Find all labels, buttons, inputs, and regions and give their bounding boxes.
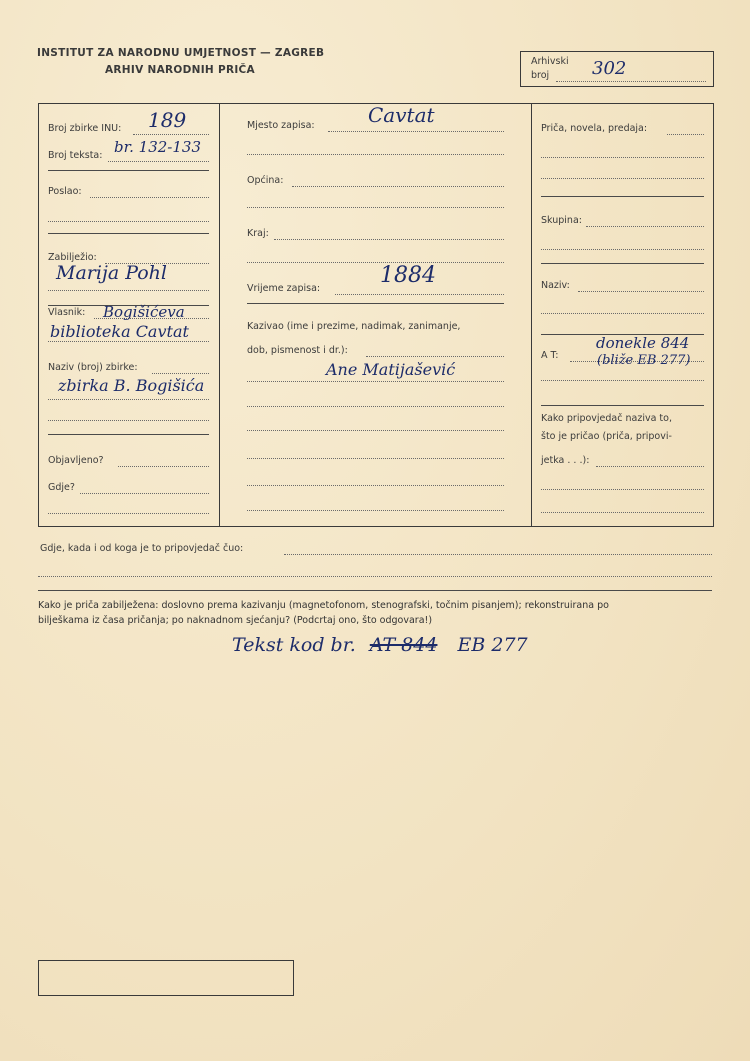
sent-by-line — [90, 197, 209, 198]
where-label: Gdje? — [48, 482, 75, 493]
at-value-2: (bliže EB 277) — [597, 353, 691, 368]
name-label: Naziv: — [541, 280, 570, 291]
text-number-line — [108, 161, 209, 162]
how-recorded-line-1: Kako je priča zabilježena: doslovno prema kazivanju (magnetofonom, stenografski, točnim pisanjem); rekonstruirana po — [38, 600, 609, 611]
left-column-divider — [219, 103, 220, 527]
published-label: Objavljeno? — [48, 455, 104, 466]
at-value-1: donekle 844 — [596, 334, 690, 352]
institute-title: INSTITUT ZA NARODNU UMJETNOST — ZAGREB — [37, 47, 325, 59]
time-label: Vrijeme zapisa: — [247, 283, 321, 294]
region-label: Kraj: — [247, 228, 269, 239]
collection-number-line — [133, 134, 209, 135]
archive-number-label-2: broj — [531, 70, 550, 81]
how-recorded-line-2: bilješkama iz časa pričanja; po naknadnom sjećanju? (Podcrtaj ono, što odgovara!) — [38, 615, 433, 626]
heard-from-label: Gdje, kada i od koga je to pripovjedač čuo: — [40, 543, 244, 554]
at-label: A T: — [541, 350, 559, 361]
narrator-value: Ane Matijašević — [326, 360, 456, 379]
time-value: 1884 — [380, 263, 436, 288]
archive-title: ARHIV NARODNIH PRIČA — [105, 64, 255, 76]
archive-number-line — [556, 81, 706, 82]
narrator-named-3: jetka . . .): — [541, 455, 590, 466]
sent-by-label: Poslao: — [48, 186, 82, 197]
text-number-label: Broj teksta: — [48, 150, 103, 161]
note-prefix: Tekst kod br. — [232, 634, 356, 656]
handwritten-note — [232, 634, 528, 656]
right-column-divider — [531, 103, 532, 527]
narrator-label-2: dob, pismenost i dr.): — [247, 345, 348, 356]
place-value: Cavtat — [368, 103, 435, 127]
owner-value-1: Bogišićeva — [103, 303, 185, 321]
municipality-label: Općina: — [247, 175, 284, 186]
owner-label: Vlasnik: — [48, 307, 86, 318]
note-struck: AT 844 — [369, 634, 438, 656]
narrator-label-1: Kazivao (ime i prezime, nadimak, zanimanje, — [247, 321, 461, 332]
collection-name-label: Naziv (broj) zbirke: — [48, 362, 138, 373]
story-label: Priča, novela, predaja: — [541, 123, 648, 134]
owner-value-2: biblioteka Cavtat — [50, 322, 189, 341]
collection-name-value: zbirka B. Bogišića — [58, 376, 205, 395]
narrator-named-2: što je pričao (priča, pripovi- — [541, 431, 672, 442]
collection-number-value: 189 — [148, 108, 187, 132]
narrator-named-1: Kako pripovjedač naziva to, — [541, 413, 672, 424]
bottom-empty-box — [38, 960, 294, 996]
text-number-value: br. 132-133 — [114, 138, 201, 156]
place-label: Mjesto zapisa: — [247, 120, 315, 131]
recorded-by-label: Zabilježio: — [48, 252, 97, 263]
collection-number-label: Broj zbirke INU: — [48, 123, 122, 134]
archive-number-value: 302 — [592, 58, 627, 79]
archive-number-label-1: Arhivski — [531, 56, 569, 67]
note-suffix: EB 277 — [457, 634, 528, 656]
group-label: Skupina: — [541, 215, 582, 226]
recorded-by-value: Marija Pohl — [56, 262, 167, 284]
